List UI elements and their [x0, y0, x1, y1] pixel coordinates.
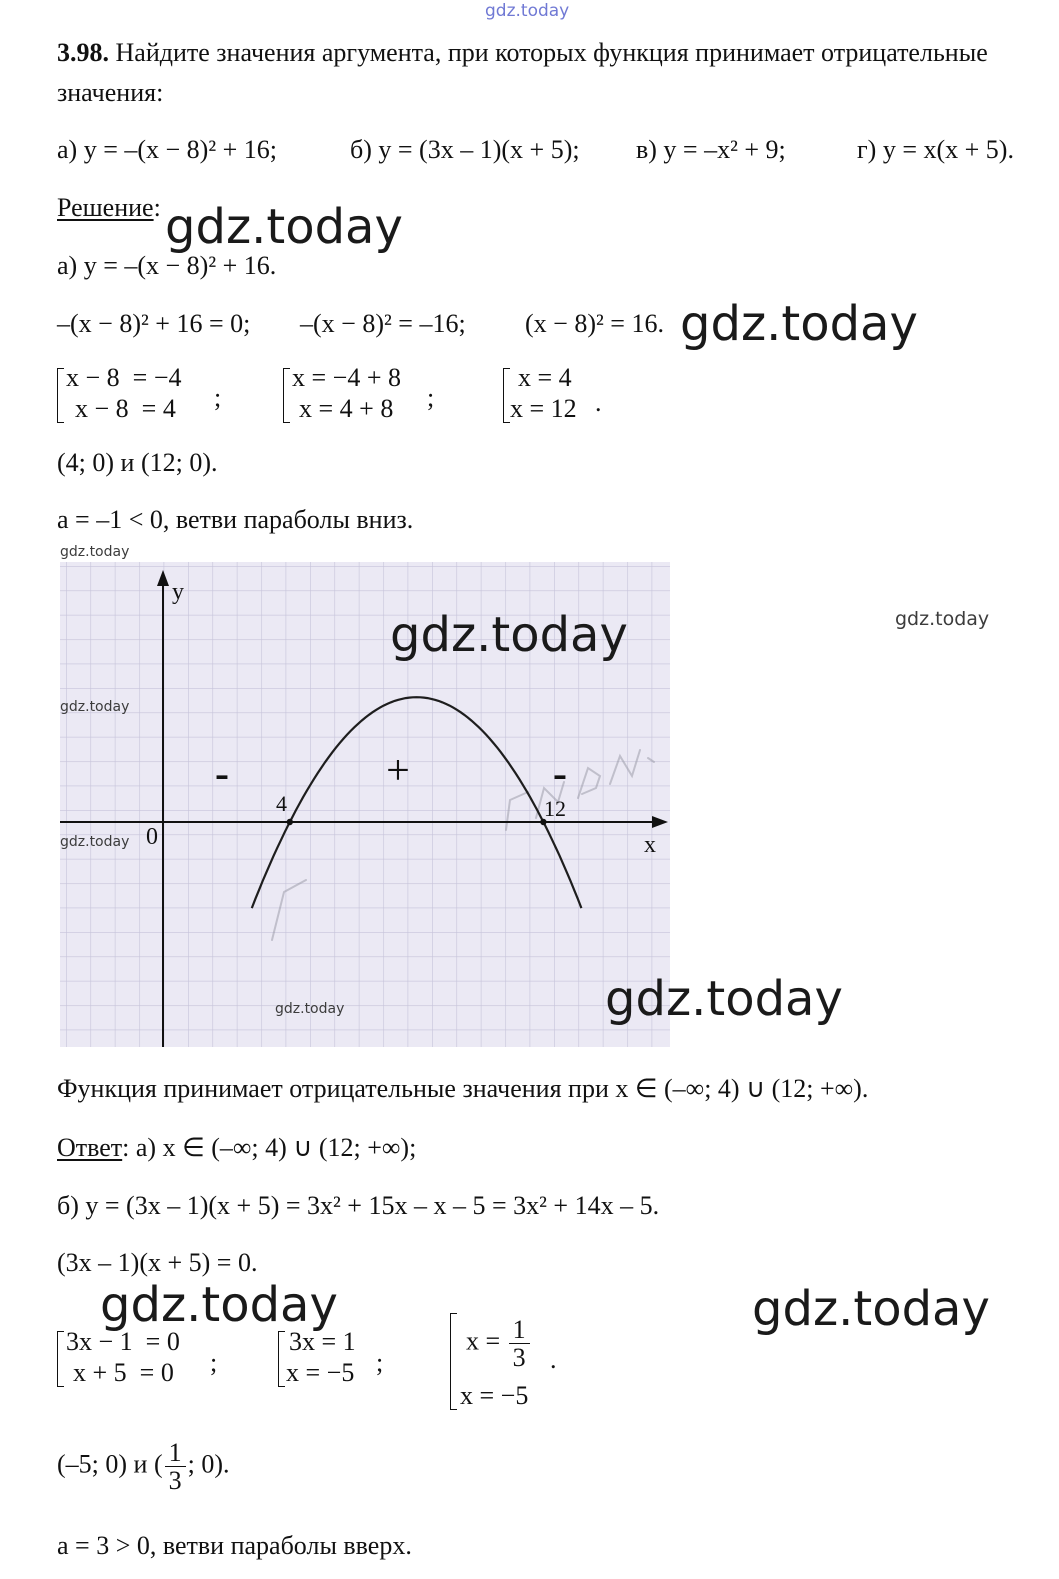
system-line-prefix: x =: [466, 1326, 507, 1356]
watermark-small: gdz.today: [60, 544, 130, 560]
system-line: x − 8 = −4: [66, 363, 182, 392]
sign-plus: +: [386, 748, 410, 794]
part-a-equation-1: –(x − 8)² + 16 = 0;: [57, 309, 251, 338]
watermark-top: gdz.today: [485, 1, 570, 21]
system-line: x = 4: [518, 363, 572, 392]
points-prefix: (–5; 0) и (: [57, 1449, 163, 1479]
watermark-small: gdz.today: [60, 699, 130, 715]
variant-g: г) y = x(x + 5).: [857, 135, 1014, 164]
y-axis-label: y: [172, 579, 184, 605]
part-a-equation-3: (x − 8)² = 16.: [525, 309, 664, 338]
system-bracket: [503, 368, 510, 423]
solution-label: Решение: [57, 193, 154, 222]
system-bracket: [57, 1331, 64, 1387]
sign-minus-left: -: [215, 751, 229, 797]
system-bracket: [283, 368, 290, 423]
x-axis-label: x: [644, 832, 656, 858]
watermark-large: gdz.today: [100, 1277, 338, 1333]
system-separator: ;: [427, 383, 435, 412]
watermark-small: gdz.today: [895, 608, 990, 630]
system-separator: ;: [376, 1348, 384, 1377]
part-a-equation-2: –(x − 8)² = –16;: [300, 309, 466, 338]
solution-colon: :: [153, 193, 161, 222]
part-a-branches: a = –1 < 0, ветви параболы вниз.: [57, 505, 414, 534]
points-suffix: ; 0).: [187, 1449, 230, 1479]
system-bracket: [450, 1313, 457, 1410]
solution-heading: [57, 193, 161, 223]
part-b-branches: a = 3 > 0, ветви параболы вверх.: [57, 1531, 412, 1560]
root-label-4: 4: [276, 791, 287, 816]
system-separator: .: [595, 388, 602, 417]
watermark-small: gdz.today: [275, 1001, 345, 1017]
fraction-numerator: 1: [168, 1438, 182, 1467]
system-line: 3x = 1: [289, 1327, 356, 1356]
watermark-large: gdz.today: [605, 971, 843, 1027]
system-line: x + 5 = 0: [73, 1358, 174, 1387]
answer-text: : а) x ∈ (–∞; 4) ∪ (12; +∞);: [122, 1133, 417, 1162]
variant-v: в) y = –x² + 9;: [636, 135, 786, 164]
watermark-large: gdz.today: [390, 607, 628, 663]
system-bracket: [57, 368, 64, 423]
answer-label: Ответ: [57, 1133, 123, 1162]
sign-minus-right: -: [553, 751, 567, 797]
problem-line-1: [57, 38, 988, 68]
watermark-large: gdz.today: [165, 199, 403, 255]
part-a-answer: [57, 1133, 416, 1163]
part-a-heading: а) y = –(x − 8)² + 16.: [57, 251, 277, 280]
part-b-equation: (3x – 1)(x + 5) = 0.: [57, 1248, 258, 1277]
problem-line-2: значения:: [57, 78, 164, 107]
system-line: 3x − 1 = 0: [66, 1327, 180, 1356]
system-line: x = −5: [286, 1358, 355, 1387]
origin-label: 0: [146, 824, 158, 850]
system-line: x = 4 + 8: [299, 394, 394, 423]
variant-b: б) y = (3x – 1)(x + 5);: [350, 135, 580, 164]
problem-number: 3.98.: [57, 38, 109, 67]
root-label-12: 12: [544, 796, 566, 821]
fraction-denominator: 3: [165, 1466, 186, 1494]
system-separator: ;: [210, 1348, 218, 1377]
system-line: x = −5: [460, 1381, 529, 1410]
system-line: [466, 1316, 532, 1371]
root-point-0: [287, 819, 293, 825]
watermark-small: gdz.today: [60, 834, 130, 850]
part-a-points: (4; 0) и (12; 0).: [57, 448, 218, 477]
fraction: [165, 1439, 186, 1494]
system-line: x = 12: [510, 394, 577, 423]
part-b-heading: б) y = (3x – 1)(x + 5) = 3x² + 15x – x – 5 = 3x² + 14x – 5.: [57, 1191, 660, 1220]
fraction-numerator: 1: [512, 1315, 526, 1344]
system-bracket: [278, 1331, 285, 1387]
variant-a: а) y = –(x − 8)² + 16;: [57, 135, 278, 164]
part-a-conclusion: Функция принимает отрицательные значения при x ∈ (–∞; 4) ∪ (12; +∞).: [57, 1074, 869, 1103]
system-separator: .: [550, 1345, 557, 1374]
watermark-large: gdz.today: [680, 296, 918, 352]
system-line: x − 8 = 4: [75, 394, 176, 423]
system-separator: ;: [214, 383, 222, 412]
watermark-large: gdz.today: [752, 1281, 990, 1337]
system-line: x = −4 + 8: [292, 363, 401, 392]
fraction: [509, 1316, 530, 1371]
problem-text: Найдите значения аргумента, при которых функция принимает отрицательные: [109, 38, 988, 67]
part-b-points: [57, 1439, 230, 1494]
fraction-denominator: 3: [509, 1343, 530, 1371]
